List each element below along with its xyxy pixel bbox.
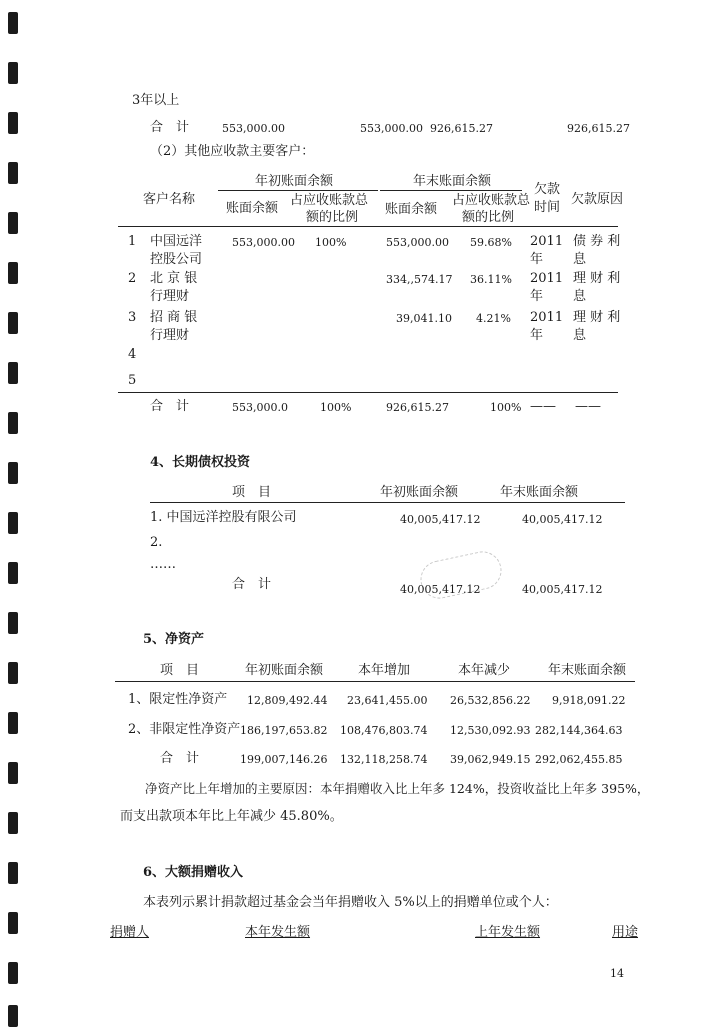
increase: 23,641,455.00: [347, 694, 428, 707]
end-ratio: 59.68%: [470, 236, 512, 249]
reason: 息: [573, 289, 587, 304]
binding-mark: [8, 212, 18, 234]
total-reason: ——: [575, 399, 601, 414]
customer-name: 行理财: [150, 289, 190, 304]
row-number: 5: [128, 373, 137, 388]
header-reason: 欠款原因: [571, 192, 624, 207]
header-customer-name: 客户名称: [143, 192, 196, 207]
binding-mark: [8, 662, 18, 684]
note-line: 而支出款项本年比上年减少 45.80%。: [120, 809, 343, 824]
binding-mark: [8, 462, 18, 484]
begin-balance: 40,005,417.12: [400, 513, 481, 526]
binding-mark: [8, 962, 18, 984]
total-end: 926,615.27: [386, 401, 449, 414]
reason: 理 财 利: [573, 271, 621, 286]
header-this-year: 本年发生额: [245, 925, 311, 940]
binding-mark: [8, 312, 18, 334]
due-year-suffix: 年: [530, 289, 544, 304]
binding-mark: [8, 162, 18, 184]
binding-mark: [8, 12, 18, 34]
binding-mark: [8, 862, 18, 884]
reason: 息: [573, 328, 587, 343]
due-year: 2011: [530, 271, 564, 286]
row-label: 2.: [150, 535, 163, 550]
section-description: 本表列示累计捐款超过基金会当年捐赠收入 5%以上的捐赠单位或个人：: [143, 895, 558, 910]
header-decrease: 本年减少: [458, 663, 511, 678]
header-item: 项 目: [160, 663, 200, 678]
binding-mark: [8, 912, 18, 934]
binding-mark: [8, 112, 18, 134]
header-ratio-line1: 占应收账款总: [290, 193, 369, 208]
end-balance: 334,,574.17: [386, 273, 453, 286]
due-year: 2011: [530, 310, 564, 325]
section-title: （2）其他应收款主要客户：: [150, 144, 315, 159]
header-end-balance: 年末账面余额: [413, 174, 492, 189]
total-begin: 199,007,146.26: [240, 753, 328, 766]
header-ratio-line2: 额的比例: [462, 210, 515, 225]
value-cell: 553,000.00: [222, 122, 285, 135]
row-number: 1: [128, 234, 137, 249]
header-divider: [118, 226, 618, 227]
header-begin-balance: 年初账面余额: [255, 174, 334, 189]
section-title: 5、净资产: [143, 632, 205, 647]
reason: 理 财 利: [573, 310, 621, 325]
header-increase: 本年增加: [358, 663, 411, 678]
end-ratio: 4.21%: [476, 312, 511, 325]
header-due-line2: 时间: [534, 200, 561, 215]
due-year-suffix: 年: [530, 252, 544, 267]
total-end-ratio: 100%: [490, 401, 522, 414]
customer-name: 控股公司: [150, 252, 203, 267]
divider: [218, 190, 378, 191]
end-balance: 282,144,364.63: [535, 724, 623, 737]
header-ratio-line2: 额的比例: [306, 210, 359, 225]
binding-mark: [8, 712, 18, 734]
total-begin: 40,005,417.12: [400, 583, 481, 596]
total-decrease: 39,062,949.15: [450, 753, 531, 766]
row-number: 3: [128, 310, 137, 325]
binding-mark: [8, 62, 18, 84]
row-label: 2、非限定性净资产: [128, 722, 241, 737]
binding-mark: [8, 762, 18, 784]
reason: 债 券 利: [573, 234, 621, 249]
binding-mark: [8, 562, 18, 584]
header-begin-balance: 年初账面余额: [380, 485, 459, 500]
value-cell: 926,615.27: [567, 122, 630, 135]
binding-mark: [8, 262, 18, 284]
end-balance: 553,000.00: [386, 236, 449, 249]
decrease: 12,530,092.93: [450, 724, 531, 737]
row-label-3yr: 3年以上: [132, 93, 180, 108]
binding-mark: [8, 412, 18, 434]
total-label: 合 计: [150, 399, 190, 414]
total-begin: 553,000.0: [232, 401, 288, 414]
total-end: 292,062,455.85: [535, 753, 623, 766]
header-divider: [150, 502, 625, 503]
value-cell: 553,000.00: [360, 122, 423, 135]
header-balance: 账面余额: [226, 201, 279, 216]
header-due-line1: 欠款: [534, 182, 561, 197]
customer-name: 招 商 银: [150, 310, 198, 325]
page-number: 14: [610, 967, 624, 980]
binding-mark: [8, 1005, 18, 1027]
binding-mark: [8, 812, 18, 834]
row-number: 2: [128, 271, 137, 286]
row-label: ……: [150, 557, 176, 572]
header-item: 项 目: [232, 485, 272, 500]
total-due: ——: [530, 399, 556, 414]
begin-ratio: 100%: [315, 236, 347, 249]
total-label: 合 计: [160, 751, 200, 766]
customer-name: 北 京 银: [150, 271, 198, 286]
header-use: 用途: [612, 925, 639, 940]
total-label: 合 计: [150, 120, 190, 135]
row-label: 1. 中国远洋控股有限公司: [150, 510, 297, 525]
due-year-suffix: 年: [530, 328, 544, 343]
row-label: 1、限定性净资产: [128, 692, 228, 707]
header-end-balance: 年末账面余额: [548, 663, 627, 678]
row-number: 4: [128, 347, 137, 362]
increase: 108,476,803.74: [340, 724, 428, 737]
end-balance: 39,041.10: [396, 312, 452, 325]
section-title: 4、长期债权投资: [150, 455, 251, 470]
binding-mark: [8, 512, 18, 534]
divider: [380, 190, 522, 191]
decrease: 26,532,856.22: [450, 694, 531, 707]
value-cell: 926,615.27: [430, 122, 493, 135]
due-year: 2011: [530, 234, 564, 249]
header-balance: 账面余额: [385, 202, 438, 217]
reason: 息: [573, 252, 587, 267]
total-label: 合 计: [232, 577, 272, 592]
begin-balance: 553,000.00: [232, 236, 295, 249]
header-last-year: 上年发生额: [475, 925, 541, 940]
end-balance: 9,918,091.22: [552, 694, 626, 707]
header-begin-balance: 年初账面余额: [245, 663, 324, 678]
note-line: 净资产比上年增加的主要原因：本年捐赠收入比上年多 124%，投资收益比上年多 395%，: [145, 781, 650, 796]
header-divider: [115, 681, 635, 682]
header-donor: 捐赠人: [110, 925, 150, 940]
begin-balance: 12,809,492.44: [247, 694, 328, 707]
end-ratio: 36.11%: [470, 273, 512, 286]
total-begin-ratio: 100%: [320, 401, 352, 414]
binding-mark: [8, 362, 18, 384]
section-title: 6、大额捐赠收入: [143, 865, 244, 880]
header-end-balance: 年末账面余额: [500, 485, 579, 500]
total-increase: 132,118,258.74: [340, 753, 428, 766]
binding-mark: [8, 612, 18, 634]
header-ratio-line1: 占应收账款总: [452, 193, 531, 208]
customer-name: 行理财: [150, 328, 190, 343]
total-end: 40,005,417.12: [522, 583, 603, 596]
customer-name: 中国远洋: [150, 234, 203, 249]
end-balance: 40,005,417.12: [522, 513, 603, 526]
divider: [118, 392, 618, 393]
begin-balance: 186,197,653.82: [240, 724, 328, 737]
